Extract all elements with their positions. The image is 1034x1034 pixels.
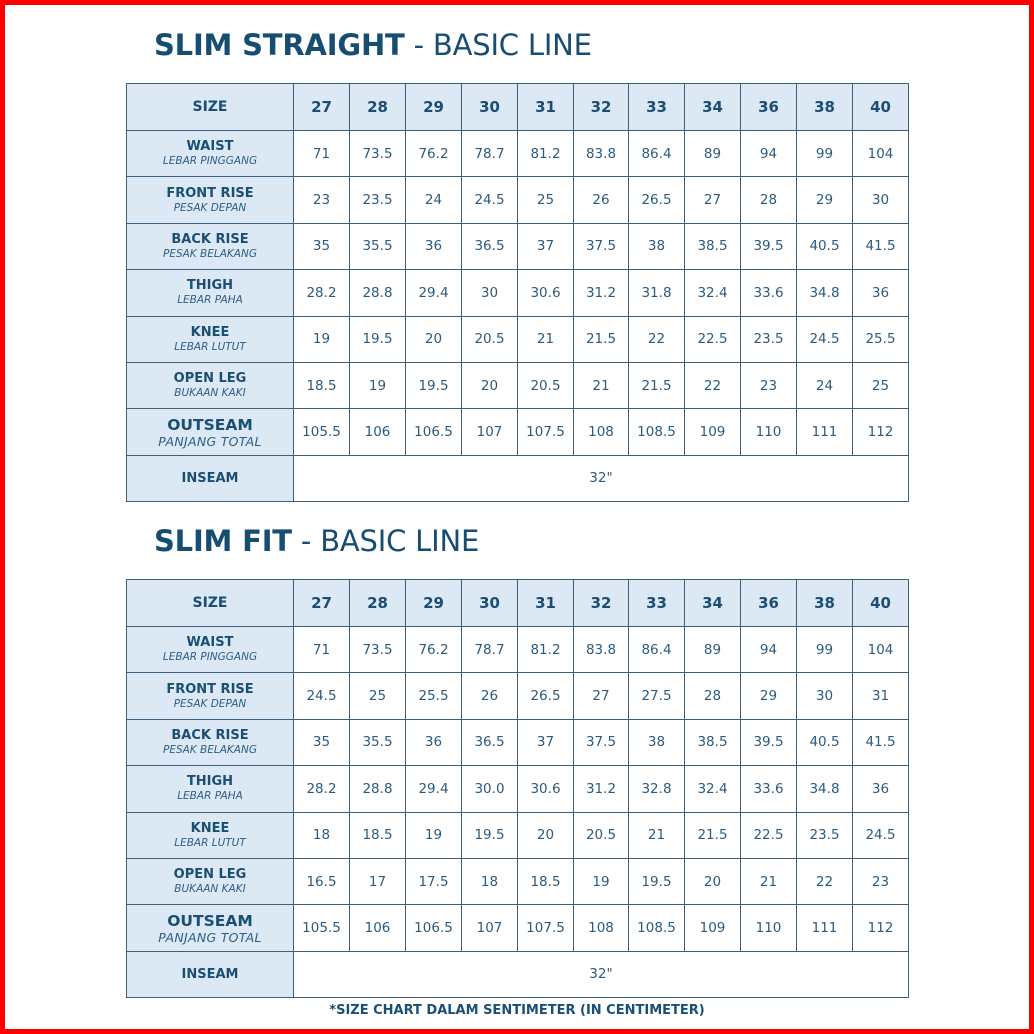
measurement-value: 86.4 (629, 131, 685, 177)
title-rest: - BASIC LINE (291, 524, 480, 558)
measurement-value: 23 (294, 177, 350, 223)
measurement-value: 31.2 (574, 766, 629, 812)
size-column-28: 28 (350, 84, 406, 131)
size-column-32: 32 (574, 580, 629, 627)
measurement-value: 25.5 (406, 673, 462, 719)
measurement-value: 28.2 (294, 270, 350, 316)
row-label: THIGH (186, 774, 234, 790)
row-sublabel: LEBAR PINGGANG (162, 651, 258, 664)
size-column-27: 27 (294, 580, 350, 627)
measurement-value: 31.8 (629, 270, 685, 316)
measurement-value: 19 (294, 316, 350, 362)
measurement-value: 17 (350, 858, 406, 904)
row-label: BACK RISE (171, 231, 249, 247)
measurement-value: 21.5 (685, 812, 741, 858)
measurement-value: 89 (685, 131, 741, 177)
row-label: FRONT RISE (166, 681, 254, 697)
measurement-value: 108 (574, 409, 629, 455)
inseam-label-cell (127, 951, 294, 997)
measurement-value: 19 (350, 362, 406, 408)
measurement-value: 19 (406, 812, 462, 858)
footnote: *SIZE CHART DALAM SENTIMETER (IN CENTIMETER) (329, 1003, 705, 1018)
measurement-value: 28 (741, 177, 797, 223)
measurement-value: 36.5 (462, 223, 518, 269)
row-label: WAIST (186, 635, 234, 651)
size-column-28: 28 (350, 580, 406, 627)
measurement-value: 35 (294, 223, 350, 269)
size-column-34: 34 (685, 84, 741, 131)
measurement-value: 23 (853, 858, 909, 904)
measurement-value: 25 (518, 177, 574, 223)
size-column-38: 38 (797, 84, 853, 131)
measurement-value: 105.5 (294, 905, 350, 951)
measurement-value: 18.5 (350, 812, 406, 858)
size-column-30: 30 (462, 84, 518, 131)
measurement-value: 30.6 (518, 270, 574, 316)
measurement-row-outseam (127, 905, 909, 951)
measurement-value: 73.5 (350, 131, 406, 177)
size-column-36: 36 (741, 84, 797, 131)
measurement-value: 31 (853, 673, 909, 719)
measurement-value: 30.6 (518, 766, 574, 812)
row-label: FRONT RISE (166, 185, 254, 201)
measurement-value: 33.6 (741, 270, 797, 316)
size-column-33: 33 (629, 84, 685, 131)
measurement-value: 107.5 (518, 905, 574, 951)
inseam-row (127, 455, 909, 501)
row-label: THIGH (186, 278, 234, 294)
measurement-row-open-leg (127, 362, 909, 408)
measurement-value: 19.5 (629, 858, 685, 904)
measurement-row-outseam (127, 409, 909, 455)
measurement-value: 104 (853, 627, 909, 673)
measurement-value: 26.5 (518, 673, 574, 719)
size-column-29: 29 (406, 84, 462, 131)
measurement-value: 21 (518, 316, 574, 362)
inseam-value: 32" (294, 455, 909, 501)
row-sublabel: PANJANG TOTAL (158, 433, 262, 449)
measurement-value: 18.5 (518, 858, 574, 904)
measurement-value: 106.5 (406, 409, 462, 455)
measurement-value: 71 (294, 627, 350, 673)
measurement-value: 38 (629, 223, 685, 269)
row-label-cell (127, 719, 294, 765)
size-column-31: 31 (518, 580, 574, 627)
measurement-value: 105.5 (294, 409, 350, 455)
row-sublabel: PESAK DEPAN (173, 697, 247, 710)
measurement-row-knee (127, 316, 909, 362)
size-column-32: 32 (574, 84, 629, 131)
measurement-value: 28.2 (294, 766, 350, 812)
measurement-value: 23.5 (741, 316, 797, 362)
row-label-cell (127, 316, 294, 362)
measurement-value: 26 (574, 177, 629, 223)
measurement-value: 39.5 (741, 719, 797, 765)
measurement-value: 106.5 (406, 905, 462, 951)
measurement-value: 37.5 (574, 223, 629, 269)
measurement-value: 36 (406, 223, 462, 269)
measurement-value: 110 (741, 905, 797, 951)
measurement-value: 83.8 (574, 627, 629, 673)
measurement-value: 76.2 (406, 131, 462, 177)
measurement-value: 28.8 (350, 270, 406, 316)
measurement-value: 19 (574, 858, 629, 904)
measurement-value: 28.8 (350, 766, 406, 812)
measurement-value: 19.5 (350, 316, 406, 362)
measurement-value: 20.5 (518, 362, 574, 408)
measurement-value: 25 (853, 362, 909, 408)
measurement-row-waist (127, 627, 909, 673)
row-label-cell (127, 627, 294, 673)
measurement-value: 108.5 (629, 409, 685, 455)
row-label-cell (127, 858, 294, 904)
inseam-value: 32" (294, 951, 909, 997)
row-sublabel: PESAK DEPAN (173, 201, 247, 214)
size-header-label: SIZE (127, 84, 294, 131)
row-label: BACK RISE (171, 727, 249, 743)
measurement-value: 99 (797, 627, 853, 673)
measurement-value: 94 (741, 627, 797, 673)
row-label-cell (127, 177, 294, 223)
measurement-value: 39.5 (741, 223, 797, 269)
measurement-value: 37 (518, 223, 574, 269)
size-header-row (127, 580, 909, 627)
row-sublabel: LEBAR PAHA (177, 294, 243, 307)
measurement-value: 23 (741, 362, 797, 408)
measurement-value: 83.8 (574, 131, 629, 177)
measurement-value: 108.5 (629, 905, 685, 951)
measurement-value: 29.4 (406, 766, 462, 812)
measurement-value: 38.5 (685, 223, 741, 269)
measurement-row-back-rise (127, 719, 909, 765)
measurement-value: 26 (462, 673, 518, 719)
measurement-value: 37 (518, 719, 574, 765)
row-label: KNEE (190, 820, 230, 836)
measurement-value: 34.8 (797, 270, 853, 316)
measurement-value: 81.2 (518, 131, 574, 177)
measurement-value: 29 (797, 177, 853, 223)
measurement-value: 106 (350, 905, 406, 951)
measurement-value: 108 (574, 905, 629, 951)
measurement-value: 33.6 (741, 766, 797, 812)
inseam-row (127, 951, 909, 997)
measurement-value: 94 (741, 131, 797, 177)
measurement-value: 18 (294, 812, 350, 858)
measurement-value: 78.7 (462, 627, 518, 673)
measurement-value: 25.5 (853, 316, 909, 362)
measurement-value: 111 (797, 409, 853, 455)
measurement-value: 20 (406, 316, 462, 362)
row-sublabel: BUKAAN KAKI (174, 883, 246, 896)
measurement-value: 21.5 (574, 316, 629, 362)
inseam-label: INSEAM (181, 470, 239, 486)
measurement-value: 23.5 (797, 812, 853, 858)
row-label: OUTSEAM (167, 415, 253, 434)
measurement-value: 111 (797, 905, 853, 951)
measurement-value: 27.5 (629, 673, 685, 719)
inseam-label: INSEAM (181, 966, 239, 982)
measurement-value: 107.5 (518, 409, 574, 455)
measurement-value: 20.5 (462, 316, 518, 362)
row-sublabel: LEBAR LUTUT (174, 836, 246, 849)
title-rest: - BASIC LINE (404, 28, 592, 62)
measurement-value: 18 (462, 858, 518, 904)
slim-fit-title (154, 524, 479, 558)
measurement-value: 30.0 (462, 766, 518, 812)
measurement-value: 35.5 (350, 223, 406, 269)
title-bold: SLIM FIT (154, 524, 292, 558)
measurement-value: 34.8 (797, 766, 853, 812)
measurement-value: 112 (853, 905, 909, 951)
measurement-row-knee (127, 812, 909, 858)
measurement-row-waist (127, 131, 909, 177)
measurement-row-open-leg (127, 858, 909, 904)
slim-fit-size-table (126, 579, 909, 998)
size-column-40: 40 (853, 580, 909, 627)
row-sublabel: PANJANG TOTAL (158, 929, 262, 945)
measurement-value: 32.4 (685, 270, 741, 316)
measurement-value: 107 (462, 905, 518, 951)
row-label-cell (127, 812, 294, 858)
measurement-value: 17.5 (406, 858, 462, 904)
measurement-value: 30 (462, 270, 518, 316)
measurement-value: 20.5 (574, 812, 629, 858)
measurement-value: 36 (406, 719, 462, 765)
title-bold: SLIM STRAIGHT (154, 28, 405, 62)
measurement-value: 112 (853, 409, 909, 455)
measurement-value: 20 (518, 812, 574, 858)
measurement-value: 22.5 (685, 316, 741, 362)
row-label-cell (127, 131, 294, 177)
measurement-value: 20 (685, 858, 741, 904)
measurement-value: 27 (685, 177, 741, 223)
measurement-value: 21.5 (629, 362, 685, 408)
row-sublabel: BUKAAN KAKI (174, 387, 246, 400)
size-column-34: 34 (685, 580, 741, 627)
measurement-value: 24.5 (853, 812, 909, 858)
size-column-27: 27 (294, 84, 350, 131)
measurement-value: 38.5 (685, 719, 741, 765)
measurement-value: 30 (853, 177, 909, 223)
size-column-29: 29 (406, 580, 462, 627)
row-label-cell (127, 409, 294, 455)
measurement-value: 106 (350, 409, 406, 455)
measurement-row-front-rise (127, 177, 909, 223)
size-column-40: 40 (853, 84, 909, 131)
measurement-value: 73.5 (350, 627, 406, 673)
measurement-value: 26.5 (629, 177, 685, 223)
size-header-row (127, 84, 909, 131)
measurement-value: 109 (685, 409, 741, 455)
measurement-value: 99 (797, 131, 853, 177)
measurement-value: 24.5 (797, 316, 853, 362)
measurement-row-back-rise (127, 223, 909, 269)
measurement-value: 30 (797, 673, 853, 719)
measurement-value: 81.2 (518, 627, 574, 673)
size-column-31: 31 (518, 84, 574, 131)
measurement-value: 24 (797, 362, 853, 408)
measurement-value: 25 (350, 673, 406, 719)
measurement-value: 27 (574, 673, 629, 719)
measurement-value: 21 (741, 858, 797, 904)
size-column-38: 38 (797, 580, 853, 627)
row-label-cell (127, 673, 294, 719)
measurement-value: 36.5 (462, 719, 518, 765)
measurement-value: 22 (629, 316, 685, 362)
row-label-cell (127, 362, 294, 408)
row-label-cell (127, 905, 294, 951)
measurement-value: 35.5 (350, 719, 406, 765)
measurement-value: 76.2 (406, 627, 462, 673)
row-label: OPEN LEG (173, 867, 247, 883)
measurement-value: 107 (462, 409, 518, 455)
measurement-value: 29.4 (406, 270, 462, 316)
measurement-value: 36 (853, 270, 909, 316)
measurement-value: 19.5 (462, 812, 518, 858)
measurement-value: 21 (574, 362, 629, 408)
measurement-value: 22 (685, 362, 741, 408)
measurement-value: 104 (853, 131, 909, 177)
measurement-value: 86.4 (629, 627, 685, 673)
row-label-cell (127, 223, 294, 269)
measurement-value: 37.5 (574, 719, 629, 765)
size-header-label: SIZE (127, 580, 294, 627)
measurement-value: 41.5 (853, 719, 909, 765)
row-sublabel: LEBAR PINGGANG (162, 155, 258, 168)
measurement-row-thigh (127, 270, 909, 316)
measurement-value: 38 (629, 719, 685, 765)
measurement-value: 32.8 (629, 766, 685, 812)
measurement-value: 40.5 (797, 719, 853, 765)
row-sublabel: PESAK BELAKANG (163, 247, 257, 260)
measurement-value: 18.5 (294, 362, 350, 408)
measurement-row-front-rise (127, 673, 909, 719)
measurement-value: 28 (685, 673, 741, 719)
measurement-value: 35 (294, 719, 350, 765)
measurement-value: 24 (406, 177, 462, 223)
row-label: WAIST (186, 139, 234, 155)
measurement-value: 109 (685, 905, 741, 951)
size-column-36: 36 (741, 580, 797, 627)
measurement-value: 71 (294, 131, 350, 177)
row-sublabel: LEBAR PAHA (177, 790, 243, 803)
measurement-value: 16.5 (294, 858, 350, 904)
row-sublabel: LEBAR LUTUT (174, 340, 246, 353)
measurement-value: 40.5 (797, 223, 853, 269)
measurement-value: 31.2 (574, 270, 629, 316)
row-label: KNEE (190, 324, 230, 340)
row-label-cell (127, 766, 294, 812)
slim-straight-size-table (126, 83, 909, 502)
size-column-33: 33 (629, 580, 685, 627)
size-column-30: 30 (462, 580, 518, 627)
measurement-value: 22.5 (741, 812, 797, 858)
inseam-label-cell (127, 455, 294, 501)
measurement-row-thigh (127, 766, 909, 812)
measurement-value: 23.5 (350, 177, 406, 223)
measurement-value: 21 (629, 812, 685, 858)
slim-straight-title (154, 28, 592, 62)
measurement-value: 110 (741, 409, 797, 455)
row-label-cell (127, 270, 294, 316)
measurement-value: 24.5 (294, 673, 350, 719)
measurement-value: 89 (685, 627, 741, 673)
measurement-value: 29 (741, 673, 797, 719)
measurement-value: 41.5 (853, 223, 909, 269)
row-label: OPEN LEG (173, 371, 247, 387)
measurement-value: 78.7 (462, 131, 518, 177)
measurement-value: 22 (797, 858, 853, 904)
row-sublabel: PESAK BELAKANG (163, 743, 257, 756)
measurement-value: 19.5 (406, 362, 462, 408)
measurement-value: 24.5 (462, 177, 518, 223)
row-label: OUTSEAM (167, 911, 253, 930)
measurement-value: 32.4 (685, 766, 741, 812)
measurement-value: 20 (462, 362, 518, 408)
measurement-value: 36 (853, 766, 909, 812)
